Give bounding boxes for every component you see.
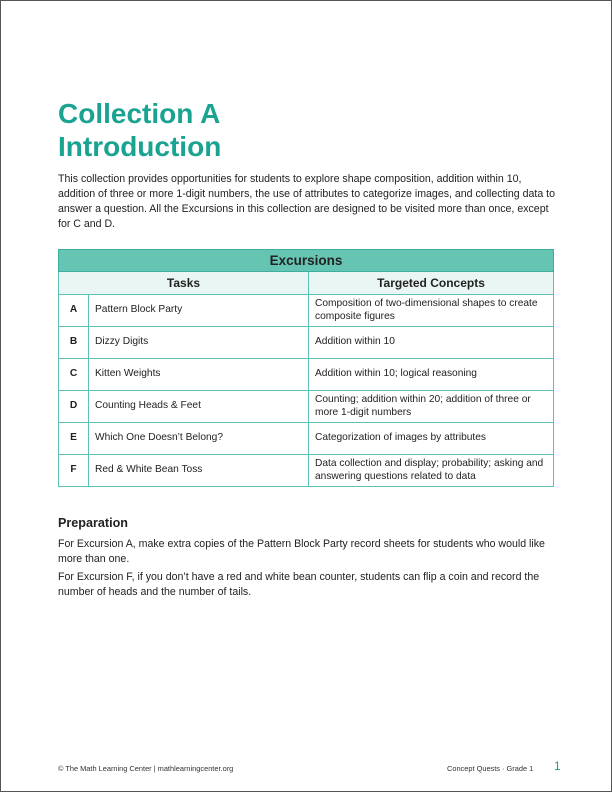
row-letter: B <box>59 327 89 359</box>
table-row <box>59 455 554 487</box>
table-row <box>59 359 554 391</box>
row-letter: C <box>59 359 89 391</box>
table-row <box>59 295 554 327</box>
row-task: Dizzy Digits <box>89 327 309 359</box>
excursions-table <box>58 249 554 487</box>
preparation-paragraph-2: For Excursion F, if you don’t have a red and white bean counter, students can flip a coin and record the number of heads and the number of tails. <box>58 571 540 598</box>
concepts-column-header: Targeted Concepts <box>309 272 554 295</box>
page-number: 1 <box>554 759 561 773</box>
intro-paragraph: This collection provides opportunities for students to explore shape composition, addition within 10, addition of three or more 1-digit numbers, the use of attributes to categorize images, and collecting data to answer a question. All the Excursions in this collection are designed to be visited more than once, except for C and D. <box>58 173 556 230</box>
table-row <box>59 423 554 455</box>
preparation-paragraph-1: For Excursion A, make extra copies of the Pattern Block Party record sheets for students who would like more than one. <box>58 538 545 565</box>
row-concepts: Categorization of images by attributes <box>309 423 554 455</box>
footer-copyright: © The Math Learning Center | mathlearningcenter.org <box>58 764 234 773</box>
row-letter: F <box>59 455 89 487</box>
title-line-1: Collection A <box>58 98 221 129</box>
table-row <box>59 327 554 359</box>
row-task: Counting Heads & Feet <box>89 391 309 423</box>
row-concepts: Addition within 10 <box>309 327 554 359</box>
row-concepts: Counting; addition within 20; addition of three or more 1-digit numbers <box>309 391 554 423</box>
row-concepts: Composition of two-dimensional shapes to create composite figures <box>309 295 554 327</box>
row-letter: A <box>59 295 89 327</box>
footer-course: Concept Quests · Grade 1 <box>447 764 534 773</box>
title-line-2: Introduction <box>58 131 222 162</box>
row-letter: E <box>59 423 89 455</box>
row-letter: D <box>59 391 89 423</box>
preparation-heading: Preparation <box>58 516 128 530</box>
row-task: Pattern Block Party <box>89 295 309 327</box>
row-task: Kitten Weights <box>89 359 309 391</box>
row-concepts: Data collection and display; probability; asking and answering questions related to data <box>309 455 554 487</box>
row-task: Red & White Bean Toss <box>89 455 309 487</box>
row-task: Which One Doesn’t Belong? <box>89 423 309 455</box>
tasks-column-header: Tasks <box>59 272 309 295</box>
excursions-table-title: Excursions <box>59 250 554 272</box>
page-title <box>58 97 221 163</box>
row-concepts: Addition within 10; logical reasoning <box>309 359 554 391</box>
table-row <box>59 391 554 423</box>
